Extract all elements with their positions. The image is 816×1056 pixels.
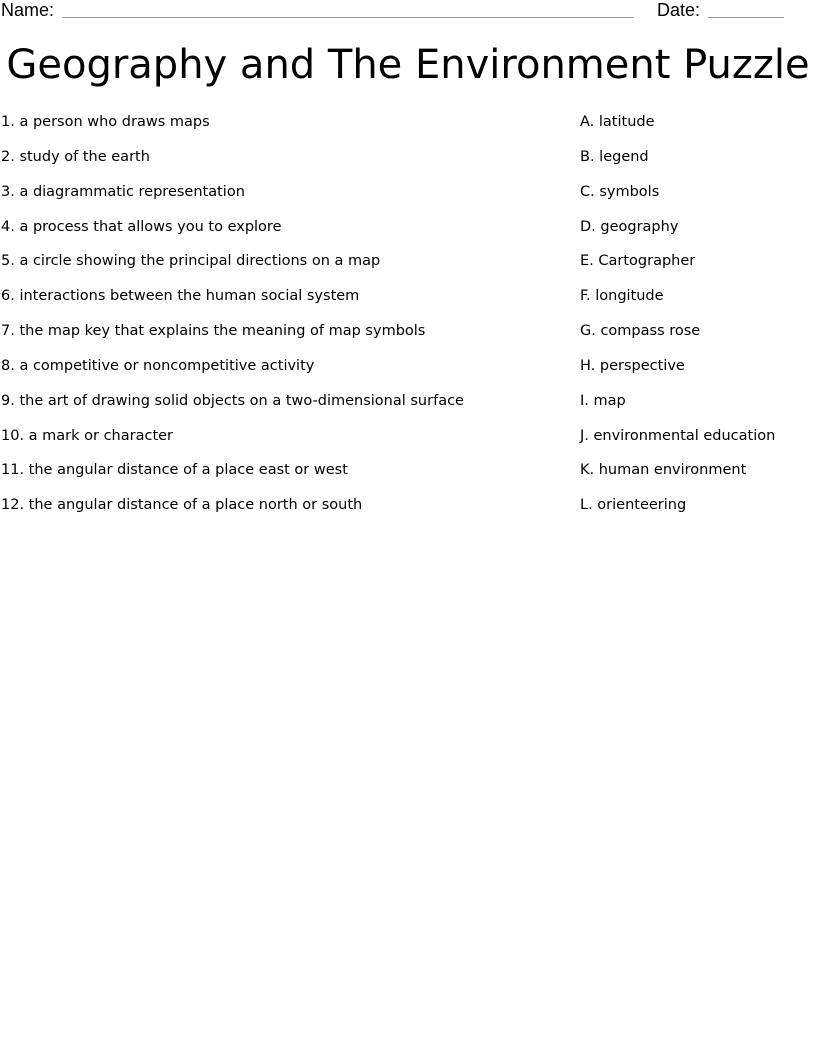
answer-word: B. legend xyxy=(580,148,649,165)
answer-word: H. perspective xyxy=(580,357,685,374)
answer-word-list xyxy=(580,112,812,530)
name-label: Name: xyxy=(1,0,55,20)
page-title: Geography and The Environment Puzzle xyxy=(6,42,810,88)
date-field-line[interactable] xyxy=(708,17,784,18)
date-label: Date: xyxy=(657,0,701,20)
worksheet-header xyxy=(0,0,816,22)
answer-word: J. environmental education xyxy=(580,427,776,444)
clue-item: 4. a process that allows you to explore xyxy=(1,218,282,235)
answer-word: A. latitude xyxy=(580,114,655,130)
clue-item: 5. a circle showing the principal directions on a map xyxy=(1,253,381,270)
clue-item: 12. the angular distance of a place north or south xyxy=(1,497,363,514)
answer-word: D. geography xyxy=(580,218,679,235)
clue-item: 3. a diagrammatic representation xyxy=(1,183,245,200)
clue-item: 6. interactions between the human social system xyxy=(1,288,360,305)
answer-word: I. map xyxy=(580,392,626,409)
answer-word: F. longitude xyxy=(580,288,664,305)
clue-item: 8. a competitive or noncompetitive activity xyxy=(1,357,315,374)
clue-item: 7. the map key that explains the meaning of map symbols xyxy=(1,323,426,340)
answer-word: E. Cartographer xyxy=(580,253,696,270)
name-field-line[interactable] xyxy=(62,17,634,18)
clue-item: 11. the angular distance of a place east or west xyxy=(1,462,348,479)
answer-word: C. symbols xyxy=(580,183,660,200)
clue-item: 9. the art of drawing solid objects on a two-dimensional surface xyxy=(1,392,464,409)
answer-word: K. human environment xyxy=(580,462,747,479)
clue-list xyxy=(1,112,561,530)
answer-word: L. orienteering xyxy=(580,497,687,514)
clue-item: 2. study of the earth xyxy=(1,148,150,165)
clue-item: 10. a mark or character xyxy=(1,427,174,444)
clue-item: 1. a person who draws maps xyxy=(1,114,210,130)
answer-word: G. compass rose xyxy=(580,323,701,340)
